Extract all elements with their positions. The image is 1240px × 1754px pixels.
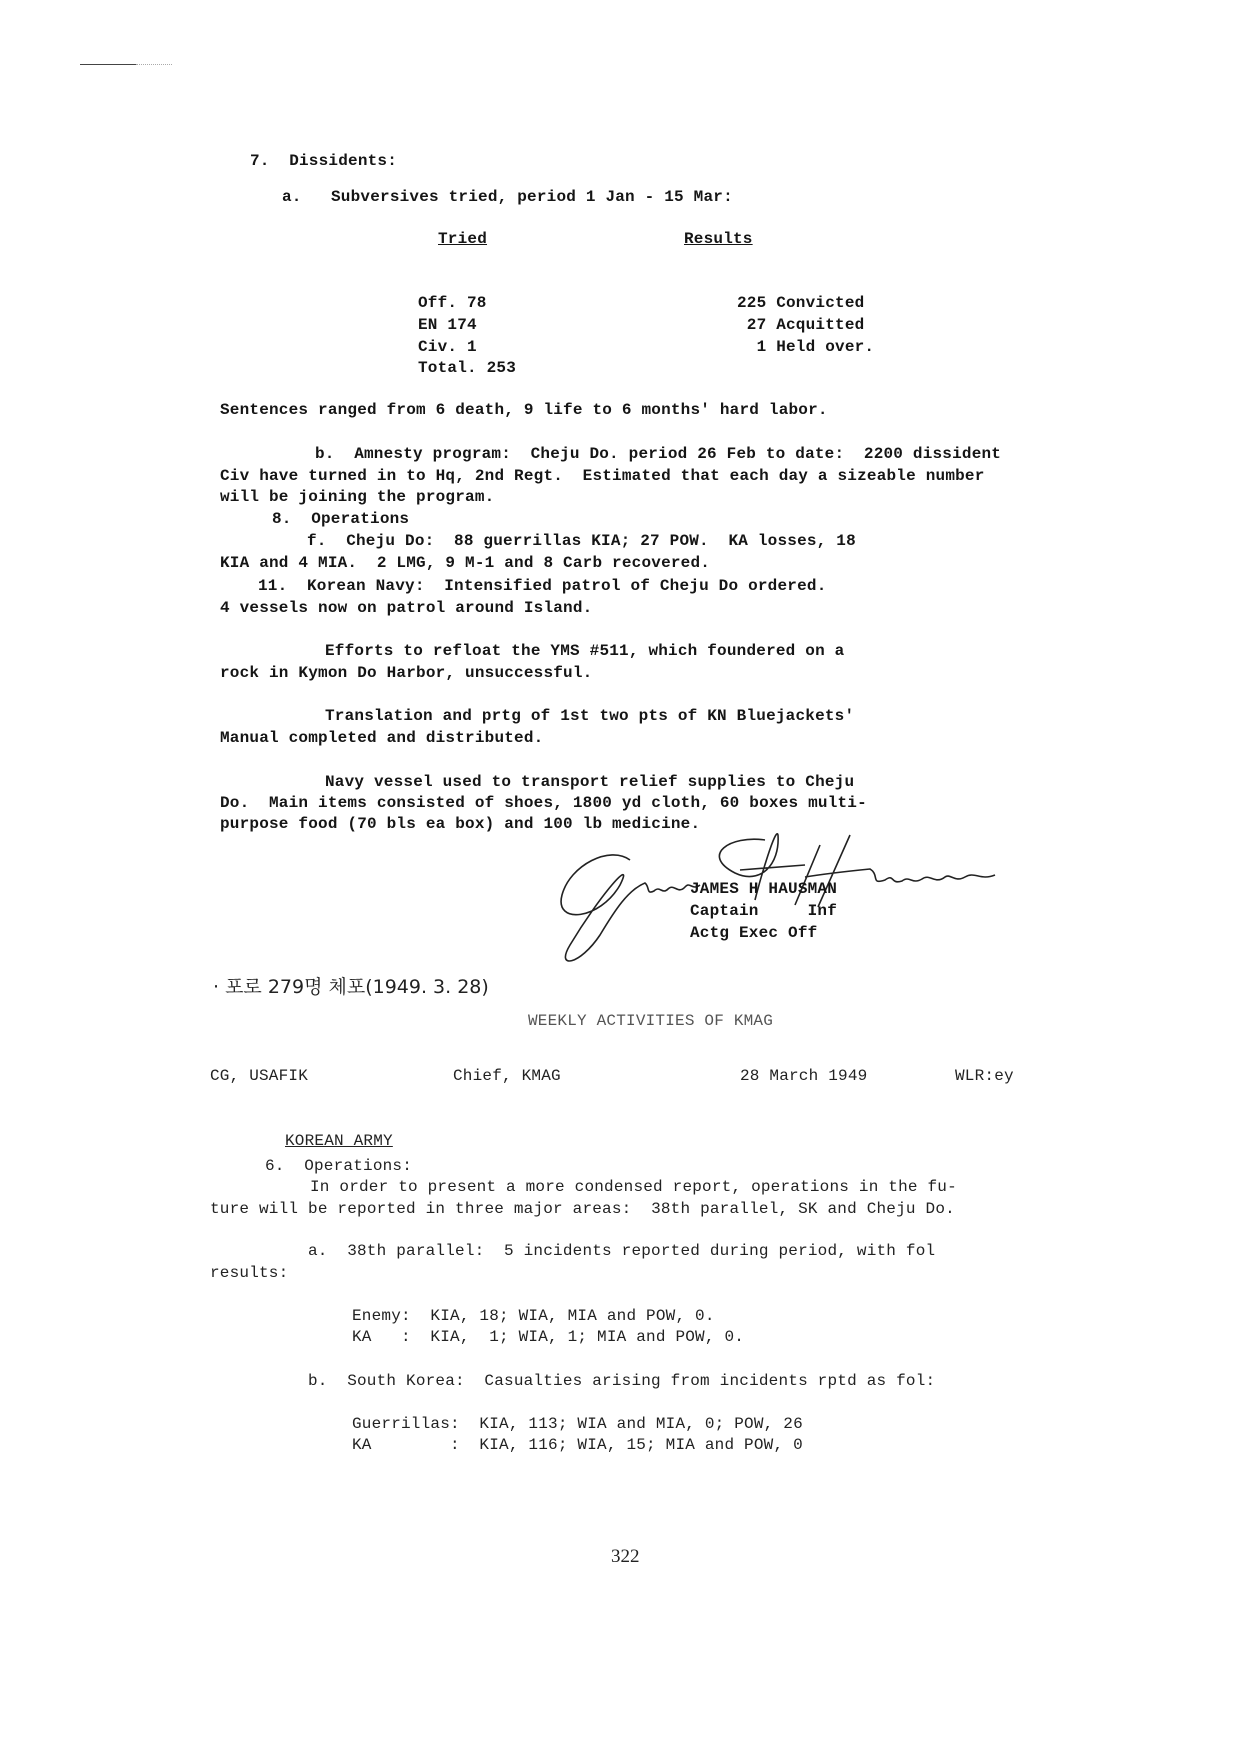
memo-initials: WLR:ey	[955, 1067, 1014, 1085]
ka-casualties-result: KA : KIA, 116; WIA, 15; MIA and POW, 0	[352, 1436, 803, 1454]
section-7a-line: a. Subversives tried, period 1 Jan - 15 Mar:	[282, 188, 733, 206]
signer-rank: Captain Inf	[690, 902, 838, 920]
sentences-line: Sentences ranged from 6 death, 9 life to 6 months' hard labor.	[220, 401, 828, 419]
tried-row: Total. 253	[418, 359, 517, 377]
section-8-heading: 8. Operations	[272, 510, 410, 528]
memo-date: 28 March 1949	[740, 1067, 868, 1085]
korean-caption: · 포로 279명 체포(1949. 3. 28)	[213, 976, 489, 998]
results-row: 1 Held over.	[737, 338, 875, 356]
intro-line: In order to present a more condensed report, operations in the fu-	[310, 1178, 957, 1196]
page-number: 322	[611, 1546, 640, 1567]
tried-row: EN 174	[418, 316, 477, 334]
parallel-line: results:	[210, 1264, 289, 1282]
scan-mark-line	[80, 64, 136, 65]
enemy-result: Enemy: KIA, 18; WIA, MIA and POW, 0.	[352, 1307, 715, 1325]
section-7b-line: will be joining the program.	[220, 488, 495, 506]
operations-heading: 6. Operations:	[265, 1157, 413, 1175]
guerrillas-result: Guerrillas: KIA, 113; WIA and MIA, 0; POW, 26	[352, 1415, 803, 1433]
translation-line: Manual completed and distributed.	[220, 729, 544, 747]
col-header-results: Results	[684, 230, 753, 248]
tried-row: Off. 78	[418, 294, 487, 312]
translation-line: Translation and prtg of 1st two pts of KN Bluejackets'	[325, 707, 855, 725]
relief-line: Navy vessel used to transport relief supplies to Cheju	[325, 773, 855, 791]
korean-army-heading: KOREAN ARMY	[285, 1132, 393, 1150]
results-row: 27 Acquitted	[737, 316, 865, 334]
section-7b-line: b. Amnesty program: Cheju Do. period 26 Feb to date: 2200 dissident	[315, 445, 1002, 463]
section-7-heading: 7. Dissidents:	[250, 152, 398, 170]
relief-line: Do. Main items consisted of shoes, 1800 yd cloth, 60 boxes multi-	[220, 794, 867, 812]
south-korea-line: b. South Korea: Casualties arising from incidents rptd as fol:	[308, 1372, 936, 1390]
ka-result: KA : KIA, 1; WIA, 1; MIA and POW, 0.	[352, 1328, 745, 1346]
navy-line: 11. Korean Navy: Intensified patrol of Cheju Do ordered.	[258, 577, 827, 595]
memo-title: WEEKLY ACTIVITIES OF KMAG	[528, 1012, 774, 1030]
efforts-line: rock in Kymon Do Harbor, unsuccessful.	[220, 664, 593, 682]
efforts-line: Efforts to refloat the YMS #511, which foundered on a	[325, 642, 845, 660]
parallel-line: a. 38th parallel: 5 incidents reported during period, with fol	[308, 1242, 936, 1260]
section-8f-line: KIA and 4 MIA. 2 LMG, 9 M-1 and 8 Carb recovered.	[220, 554, 711, 572]
memo-from: Chief, KMAG	[453, 1067, 561, 1085]
section-8f-line: f. Cheju Do: 88 guerrillas KIA; 27 POW. KA losses, 18	[307, 532, 856, 550]
tried-row: Civ. 1	[418, 338, 477, 356]
col-header-tried: Tried	[438, 230, 488, 248]
results-row: 225 Convicted	[737, 294, 865, 312]
scan-mark-dots	[136, 64, 172, 66]
section-7b-line: Civ have turned in to Hq, 2nd Regt. Estimated that each day a sizeable number	[220, 467, 985, 485]
navy-line: 4 vessels now on patrol around Island.	[220, 599, 593, 617]
signer-title: Actg Exec Off	[690, 924, 818, 942]
memo-to: CG, USAFIK	[210, 1067, 309, 1085]
signer-name: JAMES H HAUSMAN	[690, 880, 838, 898]
relief-line: purpose food (70 bls ea box) and 100 lb medicine.	[220, 815, 701, 833]
intro-line: ture will be reported in three major areas: 38th parallel, SK and Cheju Do.	[210, 1200, 955, 1218]
